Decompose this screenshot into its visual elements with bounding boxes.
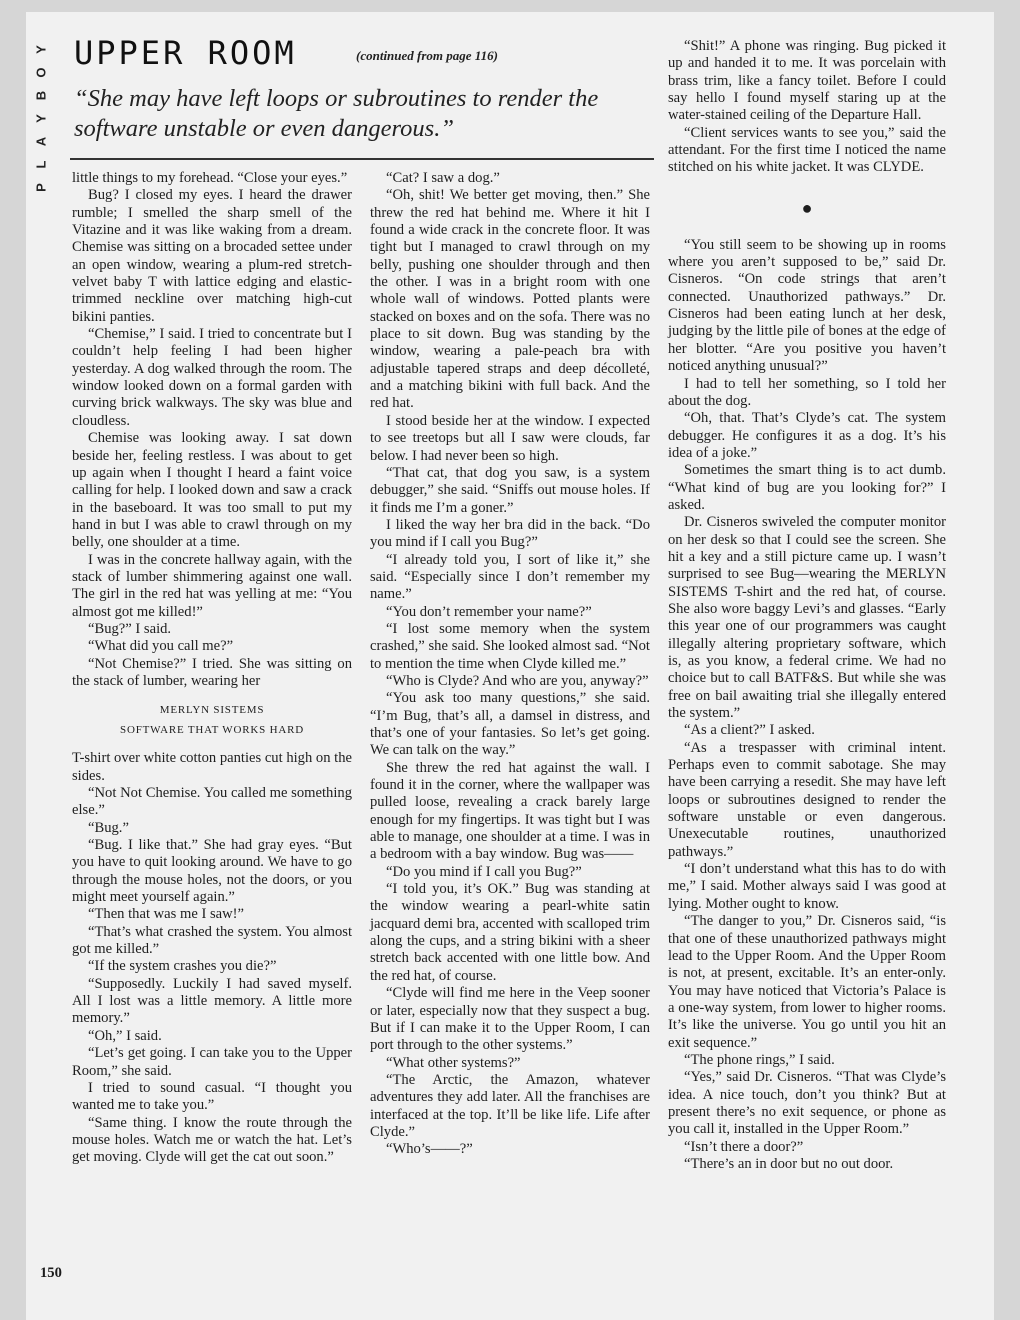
paragraph: “What did you call me?”	[88, 638, 234, 655]
paragraph: “Isn’t there a door?”	[684, 1138, 804, 1155]
paragraph: “I lost some memory when the system crashed,” she said. She looked almost sad. “Not to mention the time when Clyde killed me.”	[370, 620, 650, 672]
spine-label	[30, 38, 52, 199]
paragraph: “Oh, that. That’s Clyde’s cat. The system debugger. He configures it as a dog. It’s his idea of a joke.”	[668, 410, 946, 461]
paragraph: “The Arctic, the Amazon, whatever adventures they add later. All the franchises are interfaced at the top. It’ll be like life. Life after Clyde.”	[370, 1071, 650, 1140]
paragraph: “Bug?” I said.	[88, 620, 172, 637]
spine-letter: A	[33, 136, 49, 147]
paragraph: “Let’s get going. I can take you to the Upper Room,” she said.	[72, 1045, 352, 1079]
paragraph: Sometimes the smart thing is to act dumb. “What kind of bug are you looking for?” I asked.	[668, 462, 946, 513]
paragraph: Dr. Cisneros swiveled the computer monitor on her desk so that I could see the screen. She hit a key and a still picture came up. I wasn’t surprised to see Bug—wearing the MERLYN SISTEMS T-shirt and the red hat, of course. She also wore baggy Levi’s and glasses. “Early this year one of our programmers was caught illegally altering proprietary software, which is, as you know, a federal crime. We had no choice but to call BATF&S. But while she was free on bail awaiting trial she illegally entered the system.”	[668, 514, 946, 722]
paragraph: little things to my forehead. “Close your eyes.”	[72, 170, 348, 186]
spine-letter: Y	[33, 114, 49, 123]
shirt-text-line: SOFTWARE THAT WORKS HARD	[120, 724, 304, 737]
paragraph: “The danger to you,” Dr. Cisneros said, “is that one of these unauthorized pathways might lead to the Upper Room. And the Upper Room is not, at present, excitable. It’s an enter-only. You may have noticed that Victoria’s Palace is a one-way system, from lower to higher rooms. It’s like the universe. You go until you hit an exit sequence.”	[668, 913, 946, 1051]
paragraph: “As a client?” I asked.	[684, 722, 815, 739]
paragraph: “I already told you, I sort of like it,” she said. “Especially since I don’t remember my name.”	[370, 551, 650, 603]
paragraph: I tried to sound casual. “I thought you wanted me to take you.”	[72, 1079, 352, 1114]
paragraph: “Yes,” said Dr. Cisneros. “That was Clyde’s idea. A nice touch, don’t you think? But at present there’s no exit sequence, or phone as you call it, installed in the Upper Room.”	[668, 1069, 946, 1138]
paragraph: “You ask too many questions,” she said. “I’m Bug, that’s all, a damsel in distress, and that’s one of your fantasies. So let’s get going. We can talk on the way.”	[370, 690, 650, 759]
paragraph: “Bug.”	[88, 819, 129, 836]
paragraph: “That’s what crashed the system. You almost got me killed.”	[72, 923, 352, 958]
spine-letter: B	[33, 90, 49, 101]
spine-letter: P	[33, 183, 49, 192]
paragraph: “Clyde will find me here in the Veep sooner or later, especially now that they suspect a bug. But if I can make it to the Upper Room, I can port through to the other systems.”	[370, 985, 650, 1054]
column-2	[370, 170, 650, 1159]
paragraph: “Oh, shit! We better get moving, then.” She threw the red hat behind me. Where it hit I found a wide crack in the concrete floor. It was tight but I managed to crawl through on my belly, pushing one shoulder through and then the other. I was in a bright room with one whole wall of windows. Potted plants were stacked on boxes and on the sofa. There was no place to sit down. Bug was standing by the window, wearing a pale-peach bra with adjustable tapered straps and deep décolleté, and a matching bikini with full back. And the red hat.	[370, 187, 650, 412]
paragraph: T-shirt over white cotton panties cut high on the sides.	[72, 750, 352, 784]
paragraph: “There’s an in door but no out door.	[684, 1155, 894, 1172]
paragraph: “Supposedly. Luckily I had saved myself. All I lost was a little memory. A little more memory.”	[72, 975, 352, 1027]
spine-letter: L	[33, 160, 49, 169]
paragraph: “You don’t remember your name?”	[386, 603, 592, 620]
paragraph: “Who is Clyde? And who are you, anyway?”	[386, 672, 649, 689]
paragraph: “As a trespasser with criminal intent. Perhaps even to commit sabotage. She may have been carrying a resedit. She may have left loops or subroutines designed to render the software unstable or even dangerous. Unexecutable routines, unauthorized pathways.”	[668, 739, 946, 860]
paragraph: Chemise was looking away. I sat down beside her, feeling restless. I was about to get up again when I thought I heard a faint voice calling for help. I looked down and saw a crack in the baseboard. It was too small to put my hand in but I was able to crawl through on my belly, one shoulder at a time.	[72, 430, 352, 551]
paragraph: “Shit!” A phone was ringing. Bug picked it up and handed it to me. It was porcelain with brass trim, like a fancy toilet. Before I could say hello I found myself staring up at the water-stained ceiling of the Departure Hall.	[668, 38, 946, 124]
paragraph: I was in the concrete hallway again, with the stack of lumber shimmering against one wall. The girl in the red hat was yelling at me: “You almost got me killed!”	[72, 551, 352, 620]
paragraph: “Chemise,” I said. I tried to concentrate but I couldn’t help feeling I had been higher yesterday. A dog walked through the room. The window looked down on a formal garden with curving brick walkways. The sky was blue and cloudless.	[72, 326, 352, 429]
section-break-bullet: ●	[801, 197, 813, 218]
paragraph: “What other systems?”	[386, 1054, 521, 1071]
shirt-text	[72, 700, 352, 740]
paragraph: “Cat? I saw a dog.”	[386, 170, 500, 186]
column-1	[72, 170, 352, 1167]
page-number: 150	[40, 1265, 62, 1281]
paragraph: “The phone rings,” I said.	[684, 1051, 835, 1068]
paragraph: “Then that was me I saw!”	[88, 906, 245, 923]
pull-quote: “She may have left loops or subroutines to render the software unstable or even dangerous.”	[74, 85, 599, 142]
paragraph: “Not Chemise?” I tried. She was sitting on the stack of lumber, wearing her	[72, 655, 352, 689]
paragraph: “That cat, that dog you saw, is a system debugger,” she said. “Sniffs out mouse holes. If it finds me I’m a goner.”	[370, 464, 650, 516]
paragraph: “Client services wants to see you,” said the attendant. For the first time I noticed the name stitched on his white jacket. It was CLYDE.	[668, 124, 946, 176]
paragraph: “I don’t understand what this has to do with me,” I said. Mother always said I was good at lying. Mother ought to know.	[668, 861, 946, 912]
paragraph: “Bug. I like that.” She had gray eyes. “But you have to quit looking around. We have to go through the mouse holes, not the doors, or you might meet yourself again.”	[72, 837, 352, 906]
paragraph: She threw the red hat against the wall. I found it in the corner, where the wallpaper was pulled loose, revealing a crack barely large enough for my fingertips. It was tight but I was able to manage, one shoulder at a time. I was in a bedroom with a bay window. Bug was——	[370, 759, 650, 863]
shirt-text-line: MERLYN SISTEMS	[159, 704, 265, 717]
paragraph: “You still seem to be showing up in rooms where you aren’t supposed to be,” said Dr. Cisneros. “On code strings that aren’t connected. Unauthorized pathways.” Dr. Cisneros had been eating lunch at her desk, judging by the little pile of bones at the edge of her blotter. “Are you positive you haven’t noticed anything unusual?”	[668, 236, 946, 375]
header-rule	[70, 158, 654, 160]
paragraph: “Who’s——?”	[386, 1141, 473, 1158]
column-3	[668, 38, 946, 1173]
paragraph: “Not Not Chemise. You called me something else.”	[72, 785, 352, 819]
spine-letter: Y	[33, 45, 49, 54]
paragraph: “Do you mind if I call you Bug?”	[386, 863, 582, 880]
paragraph: Bug? I closed my eyes. I heard the drawer rumble; I smelled the sharp smell of the Vitazine and it was like waking from a dream. Chemise was sitting on a brocaded settee under an open window, wearing a plum-red stretch-velvet baby T with lattice edging and elastic-trimmed neckline over matching high-cut bikini panties.	[72, 187, 352, 325]
continued-note: (continued from page 116)	[356, 48, 498, 63]
paragraph: “If the system crashes you die?”	[88, 958, 277, 975]
paragraph: “Oh,” I said.	[88, 1027, 162, 1044]
paragraph: “I told you, it’s OK.” Bug was standing at the window wearing a pearl-white satin jacquard demi bra, accented with scalloped trim along the cups, and a string bikini with a sheer stretch back accented with one little bow. And the red hat, of course.	[370, 881, 651, 984]
paragraph: I stood beside her at the window. I expected to see treetops but all I saw were clouds, far below. I had never been so high.	[370, 412, 650, 464]
paragraph: I had to tell her something, so I told her about the dog.	[668, 375, 946, 409]
section-title: UPPER ROOM	[74, 34, 297, 72]
spine-letter: O	[33, 67, 49, 78]
paragraph: I liked the way her bra did in the back. “Do you mind if I call you Bug?”	[370, 516, 650, 551]
paragraph: “Same thing. I know the route through the mouse holes. Watch me or watch the hat. Let’s get moving. Clyde will get the cat out soon.”	[72, 1114, 352, 1166]
